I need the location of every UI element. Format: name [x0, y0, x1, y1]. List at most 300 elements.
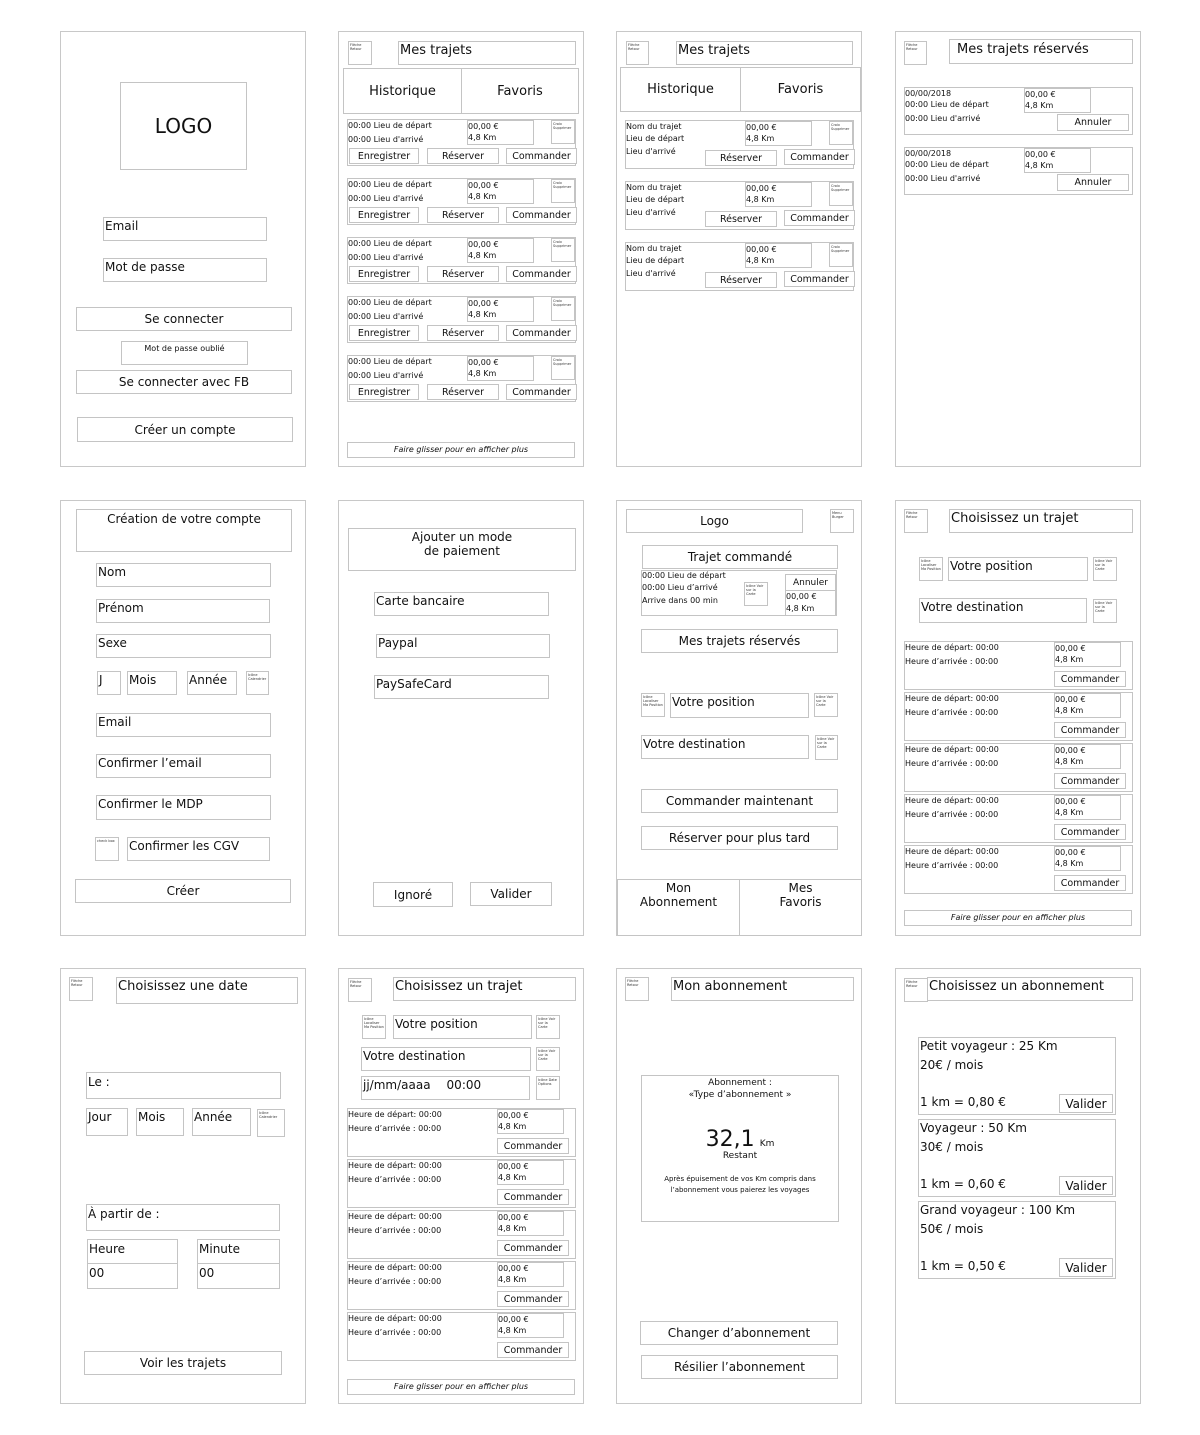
back-arrow-icon[interactable]: Flèche Retour [69, 977, 93, 1001]
locate-icon[interactable]: Icône Localiser Ma Position [919, 557, 943, 581]
arrival-time: Heure d’arrivée : 00:00 [348, 1124, 442, 1133]
price: 00,00 € [498, 1111, 529, 1120]
arrival-text: Lieu d'arrivé [626, 147, 676, 156]
page-title [348, 528, 576, 571]
price-box [1024, 88, 1091, 113]
facebook-login-button[interactable]: Se connecter avec FB [76, 370, 292, 394]
delete-icon[interactable]: Croix Supprimer [551, 297, 575, 321]
distance: 4,8 Km [498, 1224, 527, 1233]
confirm-password-input[interactable]: Confirmer le MDP [96, 795, 271, 820]
distance: 4,8 Km [468, 133, 497, 142]
delete-icon[interactable]: Croix Supprimer [829, 121, 853, 145]
arrival-text: 00:00 Lieu d’arrivé [642, 583, 718, 592]
last-name-input[interactable]: Nom [96, 563, 271, 587]
screen-choose-trip [895, 500, 1141, 936]
back-arrow-icon[interactable]: Flèche Retour [904, 509, 928, 533]
reserve-button[interactable]: Réserver [427, 325, 499, 341]
arrival-text: 00:00 Lieu d'arrivé [905, 174, 981, 183]
distance: 4,8 Km [1055, 859, 1084, 868]
price-box [467, 179, 534, 204]
see-trips-button[interactable]: Voir les trajets [84, 1351, 282, 1375]
screen-choose-date [60, 968, 306, 1404]
validate-plan-button[interactable]: Valider [1059, 1176, 1113, 1195]
year-input[interactable]: Année [192, 1108, 251, 1136]
price-box [467, 297, 534, 322]
order-button[interactable]: Commander [497, 1240, 569, 1256]
trip-option-card [347, 1108, 576, 1157]
subscription-type: «Type d’abonnement » [688, 1090, 792, 1101]
reserved-trip-card [904, 147, 1133, 195]
year-input[interactable]: Année [187, 671, 237, 695]
price: 00,00 € [1055, 848, 1086, 857]
map-icon[interactable]: Icône Voir sur la Carte [744, 582, 768, 606]
departure-time: Heure de départ: 00:00 [905, 796, 999, 805]
departure-time: Heure de départ: 00:00 [348, 1212, 442, 1221]
distance: 4,8 Km [1025, 101, 1054, 110]
trip-option-card [347, 1159, 576, 1208]
subscription-note-line-1: Après épuisement de vos Km compris dans [664, 1175, 816, 1184]
tab-history[interactable]: Historique [620, 67, 741, 112]
subscription-card [641, 1075, 839, 1222]
distance: 4,8 Km [1055, 757, 1084, 766]
arrival-text: Lieu d'arrivé [626, 208, 676, 217]
trip-option-card [904, 743, 1133, 792]
page-title: Mes trajets réservés [949, 39, 1133, 64]
arrival-text: 00:00 Lieu d'arrivé [348, 312, 424, 321]
save-button[interactable]: Enregistrer [349, 207, 419, 223]
hour-label: Heure [87, 1239, 178, 1264]
arrival-text: Lieu d'arrivé [626, 269, 676, 278]
reserve-button[interactable]: Réserver [427, 207, 499, 223]
minute-label: Minute [197, 1239, 280, 1264]
distance: 4,8 Km [746, 134, 775, 143]
trip-option-card [904, 692, 1133, 741]
skip-button[interactable]: Ignoré [373, 882, 453, 907]
trip-name: Nom du trajet [626, 183, 682, 192]
price: 00,00 € [1055, 746, 1086, 755]
menu-burger-icon[interactable]: Menu Burger [830, 509, 854, 533]
price: 00,00 € [1055, 695, 1086, 704]
delete-icon[interactable]: Croix Supprimer [829, 243, 853, 267]
title-line-1: Ajouter un mode [411, 530, 513, 544]
price: 00,00 € [1055, 644, 1086, 653]
reserve-button[interactable]: Réserver [705, 150, 777, 166]
eta-text: Arrive dans 00 min [642, 596, 718, 605]
departure-text: 00:00 Lieu de départ [905, 100, 989, 109]
trip-date: 00/00/2018 [905, 149, 952, 158]
order-button[interactable]: Commander [784, 210, 855, 226]
map-icon[interactable]: Icône Voir sur la Carte [815, 735, 838, 760]
distance: 4,8 Km [468, 192, 497, 201]
order-button[interactable]: Commander [497, 1189, 569, 1205]
logo-placeholder: Logo [626, 509, 803, 533]
price-box [467, 238, 534, 263]
delete-icon[interactable]: Croix Supprimer [829, 182, 853, 206]
page-title: Création de votre compte [76, 509, 292, 552]
price-box [497, 1313, 564, 1338]
arrival-time: Heure d’arrivée : 00:00 [348, 1328, 442, 1337]
departure-text: 00:00 Lieu de départ [348, 121, 432, 130]
password-input[interactable]: Mot de passe [103, 258, 267, 282]
tab-label-line-2: Favoris [779, 895, 822, 909]
trip-card [347, 237, 576, 284]
order-button[interactable]: Commander [497, 1342, 569, 1358]
distance: 4,8 Km [498, 1173, 527, 1182]
departure-text: Lieu de départ [626, 256, 685, 265]
trip-card [347, 178, 576, 225]
plan-name: Grand voyageur : 100 Km [920, 1203, 1076, 1217]
price: 00,00 € [498, 1213, 529, 1222]
reserved-trip-card [904, 87, 1133, 135]
arrival-time: Heure d’arrivée : 00:00 [905, 708, 999, 717]
position-input[interactable]: Votre position [393, 1015, 532, 1039]
page-title: Choisissez un trajet [949, 509, 1133, 533]
delete-icon[interactable]: Croix Supprimer [551, 120, 575, 144]
month-input[interactable]: Mois [136, 1108, 184, 1136]
tab-history[interactable]: Historique [343, 68, 462, 114]
checkbox-icon[interactable]: check box [95, 837, 119, 861]
price-box [785, 590, 836, 616]
logo-placeholder: LOGO [120, 82, 247, 170]
back-arrow-icon[interactable]: Flèche Retour [625, 977, 649, 1001]
calendar-icon[interactable]: Icône Calendrier [246, 671, 269, 695]
departure-time: Heure de départ: 00:00 [348, 1263, 442, 1272]
plan-rate: 1 km = 0,80 € [920, 1095, 1006, 1109]
trip-date: 00/00/2018 [905, 89, 952, 98]
order-now-button[interactable]: Commander maintenant [641, 789, 838, 813]
plan-name: Petit voyageur : 25 Km [920, 1039, 1058, 1053]
tab-label-line-2: Abonnement [639, 895, 718, 909]
trip-option-card [347, 1312, 576, 1361]
remaining-label: Restant [722, 1151, 758, 1162]
day-input[interactable]: Jour [86, 1108, 128, 1136]
order-button[interactable]: Commander [1054, 722, 1126, 738]
arrival-time: Heure d’arrivée : 00:00 [348, 1226, 442, 1235]
ordered-trip-card [641, 570, 837, 616]
distance: 4,8 Km [498, 1275, 527, 1284]
cancel-subscription-button[interactable]: Résilier l’abonnement [641, 1355, 838, 1379]
destination-input[interactable]: Votre destination [361, 1047, 531, 1071]
back-arrow-icon[interactable]: Flèche Retour [904, 978, 928, 1002]
screen-home [616, 500, 862, 936]
page-title: Choisissez une date [116, 977, 298, 1004]
hour-input[interactable]: 00 [87, 1263, 178, 1289]
price: 00,00 € [1025, 90, 1056, 99]
payment-option-card[interactable]: Carte bancaire [374, 592, 549, 616]
trip-option-card [904, 794, 1133, 843]
save-button[interactable]: Enregistrer [349, 325, 419, 341]
order-button[interactable]: Commander [506, 325, 577, 341]
reserve-later-button[interactable]: Réserver pour plus tard [641, 826, 838, 850]
subscription-label: Abonnement : [708, 1078, 772, 1088]
screen-my-trips-history [338, 31, 584, 467]
validate-plan-button[interactable]: Valider [1059, 1258, 1113, 1277]
arrival-text: 00:00 Lieu d'arrivé [348, 253, 424, 262]
cancel-button[interactable]: Annuler [1057, 174, 1129, 191]
subscription-plan-card [918, 1119, 1116, 1197]
price: 00,00 € [746, 184, 777, 193]
trip-option-card [904, 845, 1133, 894]
distance: 4,8 Km [1025, 161, 1054, 170]
reserve-button[interactable]: Réserver [705, 272, 777, 288]
price-box [497, 1160, 564, 1185]
order-button[interactable]: Commander [506, 148, 577, 164]
departure-time: Heure de départ: 00:00 [348, 1314, 442, 1323]
departure-time: Heure de départ: 00:00 [905, 643, 999, 652]
subscription-plan-card [918, 1037, 1116, 1115]
tab-my-subscription[interactable] [617, 879, 740, 936]
arrival-time: Heure d’arrivée : 00:00 [348, 1175, 442, 1184]
swipe-hint: Faire glisser pour en afficher plus [347, 1379, 575, 1395]
order-button[interactable]: Commander [497, 1291, 569, 1307]
price-box [467, 356, 534, 381]
reserve-button[interactable]: Réserver [427, 384, 499, 400]
payment-option-paysafecard[interactable]: PaySafeCard [374, 675, 549, 699]
departure-text: Lieu de départ [626, 134, 685, 143]
price-box [497, 1109, 564, 1134]
page-title: Choisissez un abonnement [927, 977, 1133, 1001]
back-arrow-icon[interactable]: Flèche Retour [348, 41, 372, 65]
distance: 4,8 Km [746, 195, 775, 204]
arrival-time: Heure d’arrivée : 00:00 [905, 759, 999, 768]
price: 00,00 € [1025, 150, 1056, 159]
favorite-trip-card [625, 242, 854, 291]
back-arrow-icon[interactable]: Flèche Retour [904, 41, 927, 65]
order-button[interactable]: Commander [506, 384, 577, 400]
plan-price: 30€ / mois [920, 1140, 984, 1154]
price-box [1054, 744, 1121, 769]
accept-terms-label[interactable]: Confirmer les CGV [127, 837, 270, 861]
arrival-text: 00:00 Lieu d'arrivé [348, 135, 424, 144]
distance: 4,8 Km [1055, 706, 1084, 715]
distance: 4,8 Km [468, 310, 497, 319]
favorite-trip-card [625, 181, 854, 230]
screen-my-subscription [616, 968, 862, 1404]
distance: 4,8 Km [1055, 655, 1084, 664]
trip-name: Nom du trajet [626, 244, 682, 253]
price: 00,00 € [468, 240, 499, 249]
plan-price: 50€ / mois [920, 1222, 984, 1236]
price: 00,00 € [468, 299, 499, 308]
arrival-time: Heure d’arrivée : 00:00 [348, 1277, 442, 1286]
distance: 4,8 Km [468, 251, 497, 260]
calendar-icon[interactable]: Icône Calendrier [257, 1109, 285, 1137]
arrival-text: 00:00 Lieu d'arrivé [348, 371, 424, 380]
page-title: Mes trajets [676, 41, 853, 65]
delete-icon[interactable]: Croix Supprimer [551, 238, 575, 262]
back-arrow-icon[interactable]: Flèche Retour [348, 978, 372, 1002]
plan-rate: 1 km = 0,60 € [920, 1177, 1006, 1191]
delete-icon[interactable]: Croix Supprimer [551, 356, 575, 380]
minute-input[interactable]: 00 [197, 1263, 280, 1289]
order-button[interactable]: Commander [506, 207, 577, 223]
validate-plan-button[interactable]: Valider [1059, 1094, 1113, 1113]
departure-text: Lieu de départ [626, 195, 685, 204]
map-icon[interactable]: Icône Voir sur la Carte [1093, 557, 1117, 581]
cancel-button[interactable]: Annuler [1057, 114, 1129, 131]
screen-my-trips-favorites [616, 31, 862, 467]
screen-choose-subscription [895, 968, 1141, 1404]
screen-signup [60, 500, 306, 936]
position-input[interactable]: Votre position [948, 557, 1088, 581]
time-value: 00:00 [446, 1078, 482, 1092]
reserve-button[interactable]: Réserver [427, 266, 499, 282]
price: 00,00 € [498, 1315, 529, 1324]
trip-option-card [904, 641, 1133, 690]
price-box [467, 120, 534, 145]
reserve-button[interactable]: Réserver [705, 211, 777, 227]
change-subscription-button[interactable]: Changer d’abonnement [640, 1321, 838, 1345]
email-input[interactable]: Email [103, 217, 267, 241]
price: 00,00 € [498, 1162, 529, 1171]
departure-time: Heure de départ: 00:00 [905, 694, 999, 703]
subscription-note-line-2: l’abonnement vous paierez les voyages [670, 1186, 810, 1195]
departure-text: 00:00 Lieu de départ [348, 239, 432, 248]
distance: 4,8 Km [498, 1326, 527, 1335]
locate-icon[interactable]: Icône Localiser Ma Position [362, 1015, 386, 1039]
page-title: Mes trajets [398, 41, 576, 65]
price-box [1054, 846, 1121, 871]
reserve-button[interactable]: Réserver [427, 148, 499, 164]
date-field[interactable]: Le : [86, 1072, 281, 1099]
plan-rate: 1 km = 0,50 € [920, 1259, 1006, 1273]
distance: 4,8 Km [468, 369, 497, 378]
swipe-hint: Faire glisser pour en afficher plus [904, 910, 1132, 926]
destination-input[interactable]: Votre destination [919, 598, 1087, 623]
order-button[interactable]: Commander [784, 271, 855, 287]
tab-label-line-1: Mon [665, 881, 692, 895]
departure-text: 00:00 Lieu de départ [348, 357, 432, 366]
swipe-hint: Faire glisser pour en afficher plus [347, 442, 575, 458]
distance: 4,8 Km [746, 256, 775, 265]
from-time-field: À partir de : [86, 1204, 280, 1231]
trip-card [347, 355, 576, 402]
subscription-plan-card [918, 1201, 1116, 1279]
ordered-trip-title: Trajet commandé [642, 545, 838, 569]
date-time-field[interactable] [361, 1076, 530, 1100]
km-unit: Km [759, 1139, 775, 1150]
tab-favorites[interactable]: Favoris [740, 67, 861, 112]
confirm-email-input[interactable]: Confirmer l’email [96, 754, 271, 778]
map-icon[interactable]: Icône Voir sur la Carte [814, 693, 838, 717]
distance: 4,8 Km [1055, 808, 1084, 817]
date-options-icon[interactable]: Icône Date Options [536, 1076, 560, 1100]
login-button[interactable]: Se connecter [76, 307, 292, 331]
back-arrow-icon[interactable]: Flèche Retour [626, 41, 649, 65]
price: 00,00 € [468, 181, 499, 190]
save-button[interactable]: Enregistrer [349, 384, 419, 400]
month-input[interactable]: Mois [127, 671, 177, 695]
plan-price: 20€ / mois [920, 1058, 984, 1072]
departure-time: Heure de départ: 00:00 [905, 847, 999, 856]
arrival-time: Heure d’arrivée : 00:00 [905, 657, 999, 666]
tab-label-line-1: Mes [788, 881, 813, 895]
order-button[interactable]: Commander [1054, 875, 1126, 891]
price: 00,00 € [746, 123, 777, 132]
trip-option-card [347, 1210, 576, 1259]
forgot-password-link[interactable]: Mot de passe oublié [121, 341, 248, 365]
page-title: Choisissez un trajet [393, 977, 576, 1001]
gender-input[interactable]: Sexe [96, 634, 271, 658]
price: 00,00 € [468, 358, 499, 367]
departure-text: 00:00 Lieu de départ [348, 180, 432, 189]
tab-my-favorites[interactable] [739, 879, 862, 936]
screen-choose-trip-dated [338, 968, 584, 1404]
arrival-text: 00:00 Lieu d'arrivé [905, 114, 981, 123]
favorite-trip-card [625, 120, 854, 169]
create-button[interactable]: Créer [75, 879, 291, 903]
plan-name: Voyageur : 50 Km [920, 1121, 1027, 1135]
price-box [745, 182, 812, 207]
trip-option-card [347, 1261, 576, 1310]
departure-time: Heure de départ: 00:00 [348, 1161, 442, 1170]
create-account-button[interactable]: Créer un compte [77, 417, 293, 442]
title-line-2: de paiement [424, 544, 500, 558]
map-icon[interactable]: Icône Voir sur la Carte [1093, 599, 1117, 623]
remaining-km: 32,1 [705, 1127, 755, 1153]
arrival-time: Heure d’arrivée : 00:00 [905, 861, 999, 870]
payment-option-paypal[interactable]: Paypal [376, 634, 550, 658]
price-box [745, 243, 812, 268]
delete-icon[interactable]: Croix Supprimer [551, 179, 575, 203]
email-input[interactable]: Email [96, 713, 271, 737]
validate-button[interactable]: Valider [470, 882, 552, 906]
price-box [1054, 693, 1121, 718]
departure-time: Heure de départ: 00:00 [348, 1110, 442, 1119]
page-title: Mon abonnement [671, 977, 854, 1001]
cancel-button[interactable]: Annuler [785, 574, 836, 591]
reserved-trips-button[interactable]: Mes trajets réservés [641, 629, 838, 653]
date-value: jj/mm/aaaa [363, 1078, 431, 1092]
screen-login [60, 31, 306, 467]
departure-text: 00:00 Lieu de départ [905, 160, 989, 169]
save-button[interactable]: Enregistrer [349, 266, 419, 282]
first-name-input[interactable]: Prénom [96, 599, 270, 623]
price: 00,00 € [746, 245, 777, 254]
price: 00,00 € [1055, 797, 1086, 806]
order-button[interactable]: Commander [497, 1138, 569, 1154]
order-button[interactable]: Commander [1054, 671, 1126, 687]
map-icon[interactable]: Icône Voir sur la Carte [536, 1047, 560, 1071]
order-button[interactable]: Commander [1054, 824, 1126, 840]
screen-reserved-trips [895, 31, 1141, 467]
map-icon[interactable]: Icône Voir sur la Carte [536, 1015, 560, 1039]
order-button[interactable]: Commander [784, 149, 855, 165]
locate-icon[interactable]: Icône Localiser Ma Position [641, 693, 665, 717]
distance: 4,8 Km [786, 604, 815, 613]
price-box [497, 1262, 564, 1287]
tab-favorites[interactable]: Favoris [461, 68, 579, 114]
departure-text: 00:00 Lieu de départ [642, 571, 726, 580]
arrival-time: Heure d’arrivée : 00:00 [905, 810, 999, 819]
departure-time: Heure de départ: 00:00 [905, 745, 999, 754]
screen-payment [338, 500, 584, 936]
save-button[interactable]: Enregistrer [349, 148, 419, 164]
distance: 4,8 Km [498, 1122, 527, 1131]
price: 00,00 € [468, 122, 499, 131]
departure-text: 00:00 Lieu de départ [348, 298, 432, 307]
price: 00,00 € [498, 1264, 529, 1273]
price-box [745, 121, 812, 146]
destination-input[interactable]: Votre destination [641, 735, 809, 759]
position-input[interactable]: Votre position [670, 693, 809, 718]
price-box [497, 1211, 564, 1236]
order-button[interactable]: Commander [1054, 773, 1126, 789]
order-button[interactable]: Commander [506, 266, 577, 282]
day-input[interactable]: J [97, 671, 121, 695]
price-box [1054, 795, 1121, 820]
trip-card [347, 296, 576, 343]
